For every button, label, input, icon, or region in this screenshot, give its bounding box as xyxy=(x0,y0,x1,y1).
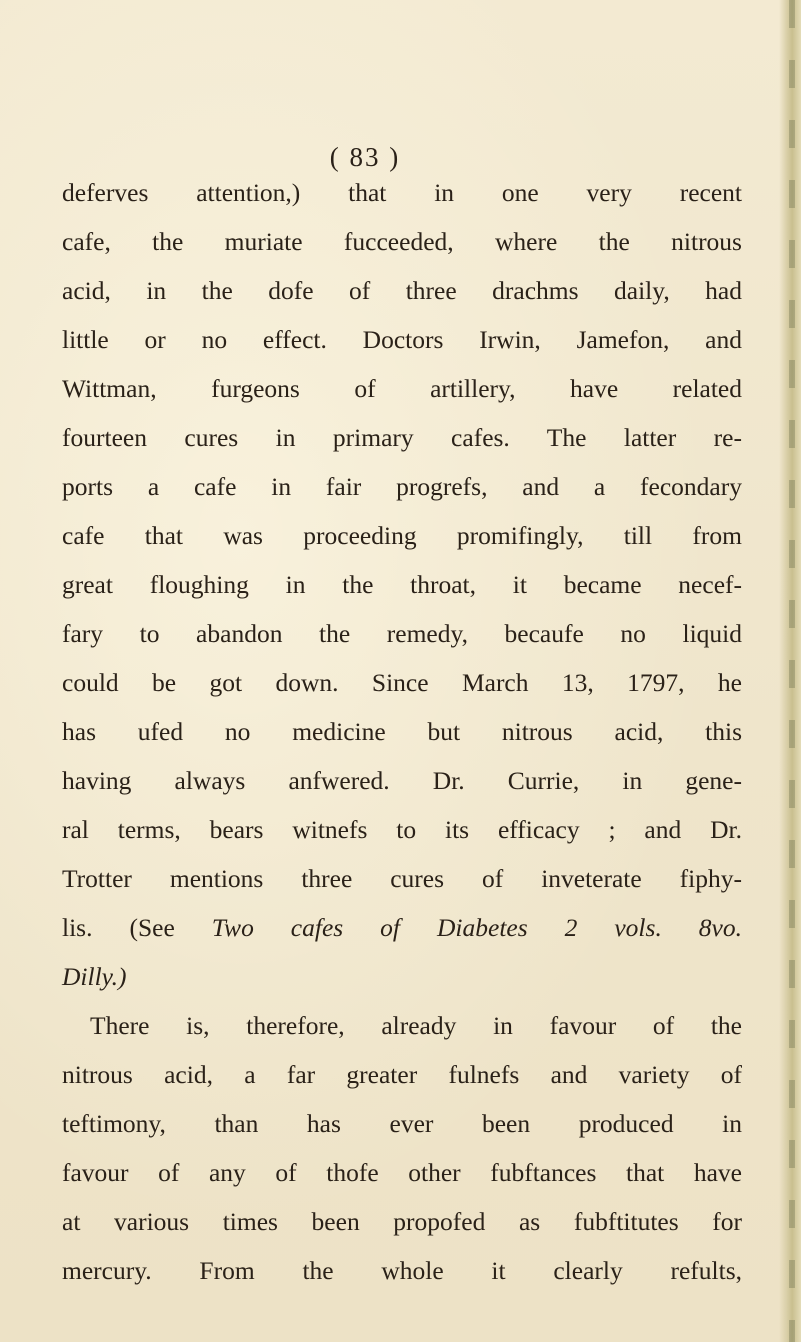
text-line: fary to abandon the remedy, becaufe no liquid xyxy=(62,619,742,648)
text-line: cafe, the muriate fucceeded, where the nitrous xyxy=(62,227,742,256)
paragraph-line: nitrous acid, a far greater fulnefs and variety of xyxy=(62,1060,742,1089)
text-line: cafe that was proceeding promifingly, till from xyxy=(62,521,742,550)
citation-title: Two cafes of Diabetes 2 vols. 8vo. xyxy=(211,913,742,942)
text-line: deferves attention,) that in one very recent xyxy=(62,178,742,207)
text-line: has ufed no medicine but nitrous acid, this xyxy=(62,717,742,746)
paragraph-line: favour of any of thofe other fubftances that have xyxy=(62,1158,742,1187)
text-line: fourteen cures in primary cafes. The latter re- xyxy=(62,423,742,452)
text-line: Wittman, furgeons of artillery, have related xyxy=(62,374,742,403)
text-line: Trotter mentions three cures of inveterate fiphy- xyxy=(62,864,742,893)
paragraph-line: mercury. From the whole it clearly refults, xyxy=(62,1256,742,1285)
paragraph-line: There is, therefore, already in favour of the xyxy=(90,1011,742,1040)
text-line: acid, in the dofe of three drachms daily, had xyxy=(62,276,742,305)
text-line-citation-end xyxy=(62,952,742,1001)
paragraph-line: teftimony, than has ever been produced in xyxy=(62,1109,742,1138)
text-line: could be got down. Since March 13, 1797, he xyxy=(62,668,742,697)
text-line: ports a cafe in fair progrefs, and a fecondary xyxy=(62,472,742,501)
page-number-header: ( 83 ) xyxy=(329,142,401,172)
text-line: great floughing in the throat, it became necef- xyxy=(62,570,742,599)
paragraph-line: at various times been propofed as fubftitutes for xyxy=(62,1207,742,1236)
citation-publisher: Dilly.) xyxy=(62,962,127,991)
page-edge-shadow xyxy=(789,0,795,1342)
text-line-citation xyxy=(62,903,742,952)
text-line: little or no effect. Doctors Irwin, Jamefon, and xyxy=(62,325,742,354)
citation-prefix: lis. (See xyxy=(62,913,212,942)
body-text xyxy=(62,168,742,1295)
text-line: having always anfwered. Dr. Currie, in gene- xyxy=(62,766,742,795)
text-line: ral terms, bears witnefs to its efficacy ; and Dr. xyxy=(62,815,742,844)
